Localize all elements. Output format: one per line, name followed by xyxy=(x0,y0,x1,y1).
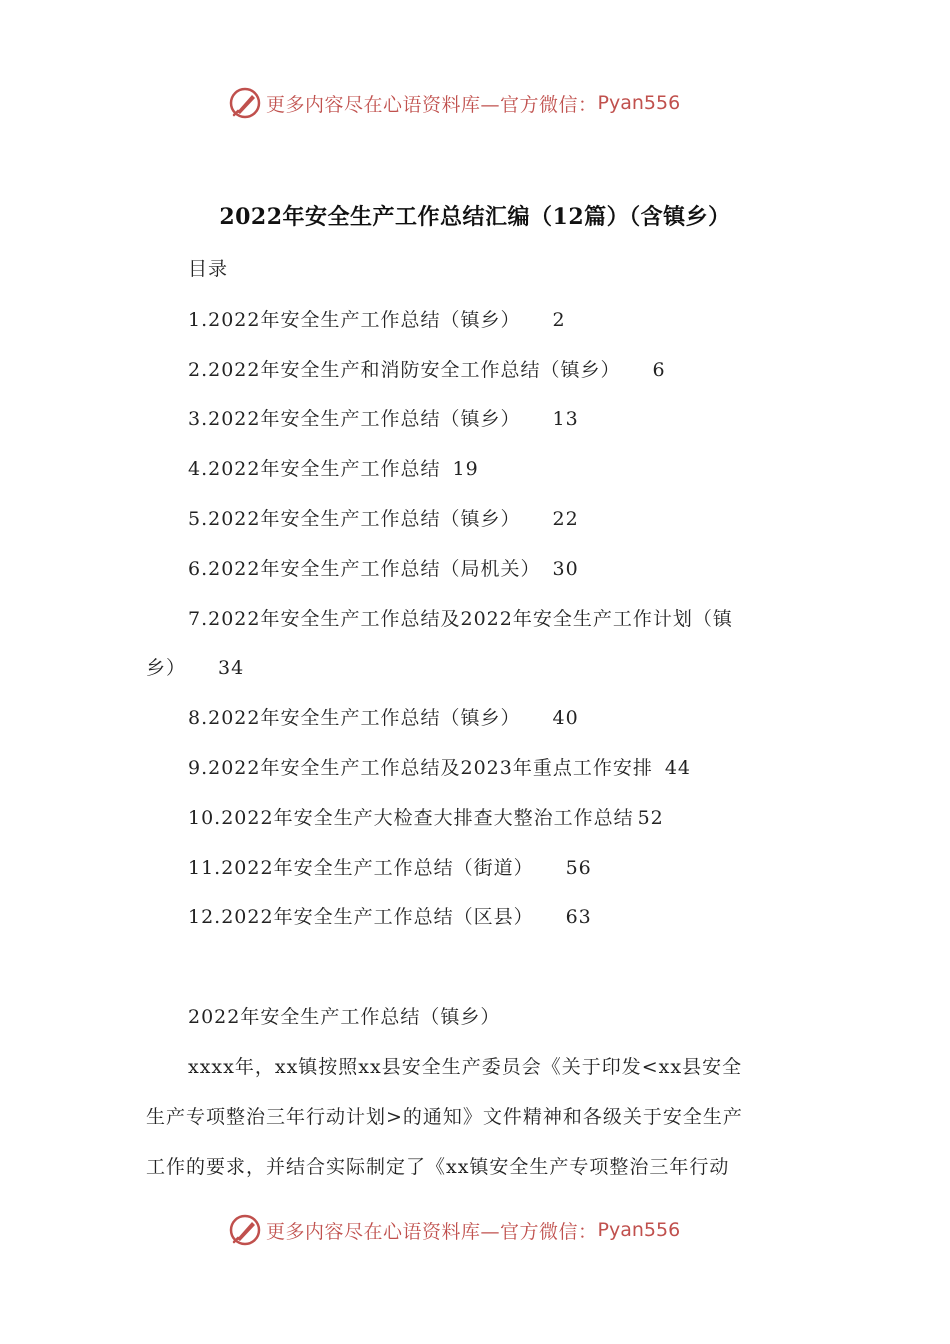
toc-item-page: 52 xyxy=(637,807,664,829)
toc-item-label: 4.2022年安全生产工作总结 xyxy=(188,458,441,480)
toc-item-1[interactable] xyxy=(188,307,566,333)
toc-item-label: 2.2022年安全生产和消防安全工作总结（镇乡） xyxy=(188,359,621,381)
header-watermark xyxy=(228,83,680,123)
toc-item-label: 9.2022年安全生产工作总结及2023年重点工作安排 xyxy=(188,757,653,779)
footer-watermark xyxy=(228,1210,680,1250)
toc-item-page: 63 xyxy=(565,906,592,928)
toc-item-label: 6.2022年安全生产工作总结（局机关） xyxy=(188,558,541,580)
pen-logo-icon xyxy=(228,1213,262,1247)
section-heading: 2022年安全生产工作总结（镇乡） xyxy=(188,1006,501,1028)
toc-item-10[interactable] xyxy=(188,805,664,831)
toc-item-label: 11.2022年安全生产工作总结（街道） xyxy=(188,857,534,879)
toc-item-5[interactable] xyxy=(188,506,579,532)
toc-item-label: 7.2022年安全生产工作总结及2022年安全生产工作计划（镇 xyxy=(188,608,733,630)
toc-item-4[interactable] xyxy=(188,456,479,482)
body-paragraph-line: 生产专项整治三年行动计划>的通知》文件精神和各级关于安全生产 xyxy=(146,1106,743,1128)
toc-item-8[interactable] xyxy=(188,705,579,731)
toc-item-label: 12.2022年安全生产工作总结（区县） xyxy=(188,906,534,928)
toc-item-3[interactable] xyxy=(188,406,579,432)
toc-item-6[interactable] xyxy=(188,556,579,582)
toc-item-label: 乡） xyxy=(146,657,187,679)
toc-item-page: 13 xyxy=(552,408,579,430)
toc-heading: 目录 xyxy=(188,258,229,280)
toc-item-7-continued[interactable] xyxy=(146,655,244,681)
toc-item-page: 44 xyxy=(664,757,692,779)
toc-item-page: 56 xyxy=(565,857,592,879)
toc-item-9[interactable] xyxy=(188,755,691,781)
toc-item-page: 22 xyxy=(552,508,579,530)
toc-item-label: 1.2022年安全生产工作总结（镇乡） xyxy=(188,309,521,331)
toc-item-page: 19 xyxy=(452,458,479,480)
pen-logo-icon xyxy=(228,86,262,120)
toc-item-2[interactable] xyxy=(188,357,666,383)
watermark-account: Pyan556 xyxy=(597,1219,681,1241)
toc-item-label: 10.2022年安全生产大检查大排查大整治工作总结 xyxy=(188,807,634,829)
toc-item-11[interactable] xyxy=(188,855,592,881)
toc-item-page: 30 xyxy=(552,558,579,580)
toc-item-label: 3.2022年安全生产工作总结（镇乡） xyxy=(188,408,521,430)
watermark-text: 更多内容尽在心语资料库—官方微信： xyxy=(266,1220,598,1243)
toc-item-page: 34 xyxy=(218,657,245,679)
document-title: 2022年安全生产工作总结汇编（12篇）（含镇乡） xyxy=(219,204,731,230)
toc-item-label: 8.2022年安全生产工作总结（镇乡） xyxy=(188,707,521,729)
watermark-text: 更多内容尽在心语资料库—官方微信： xyxy=(266,93,598,116)
toc-item-page: 40 xyxy=(552,707,579,729)
toc-item-label: 5.2022年安全生产工作总结（镇乡） xyxy=(188,508,521,530)
toc-item-page: 6 xyxy=(652,359,666,381)
toc-item-7[interactable] xyxy=(188,606,733,632)
watermark-account: Pyan556 xyxy=(597,92,681,114)
body-paragraph-line: 工作的要求，并结合实际制定了《xx镇安全生产专项整治三年行动 xyxy=(146,1156,730,1178)
body-paragraph-line: xxxx年，xx镇按照xx县安全生产委员会《关于印发<xx县安全 xyxy=(188,1056,743,1078)
toc-item-page: 2 xyxy=(552,309,566,331)
toc-item-12[interactable] xyxy=(188,904,592,930)
